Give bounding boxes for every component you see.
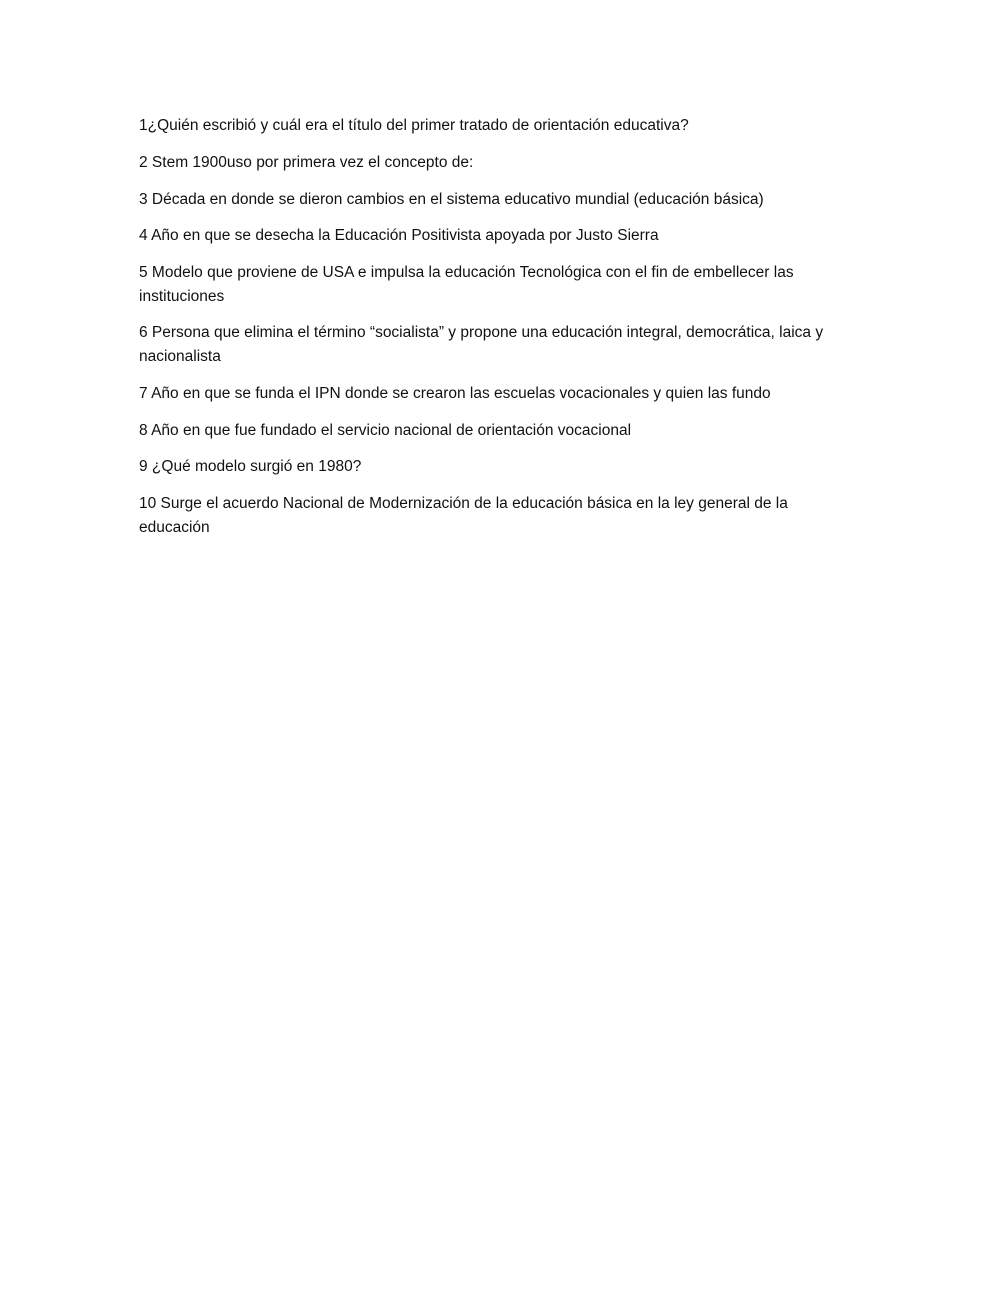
question-item: 8 Año en que fue fundado el servicio nacional de orientación vocacional [139,421,632,439]
question-item: 9 ¿Qué modelo surgió en 1980? [139,458,362,476]
question-item: 4 Año en que se desecha la Educación Positivista apoyada por Justo Sierra [139,227,659,245]
question-item: 7 Año en que se funda el IPN donde se crearon las escuelas vocacionales y quien las fundo [139,384,771,402]
question-item: 3 Década en donde se dieron cambios en el sistema educativo mundial (educación básica) [139,190,764,208]
question-item: 10 Surge el acuerdo Nacional de Modernización de la educación básica en la ley general de la educación [139,495,788,536]
question-item: 6 Persona que elimina el término “socialista” y propone una educación integral, democrática, laica y nacionalista [139,324,824,365]
question-item: 2 Stem 1900uso por primera vez el concepto de: [139,153,474,171]
question-item: 5 Modelo que proviene de USA e impulsa la educación Tecnológica con el fin de embellecer las instituciones [139,264,794,305]
question-item: 1¿Quién escribió y cuál era el título del primer tratado de orientación educativa? [139,117,689,134]
question-list [139,114,861,552]
